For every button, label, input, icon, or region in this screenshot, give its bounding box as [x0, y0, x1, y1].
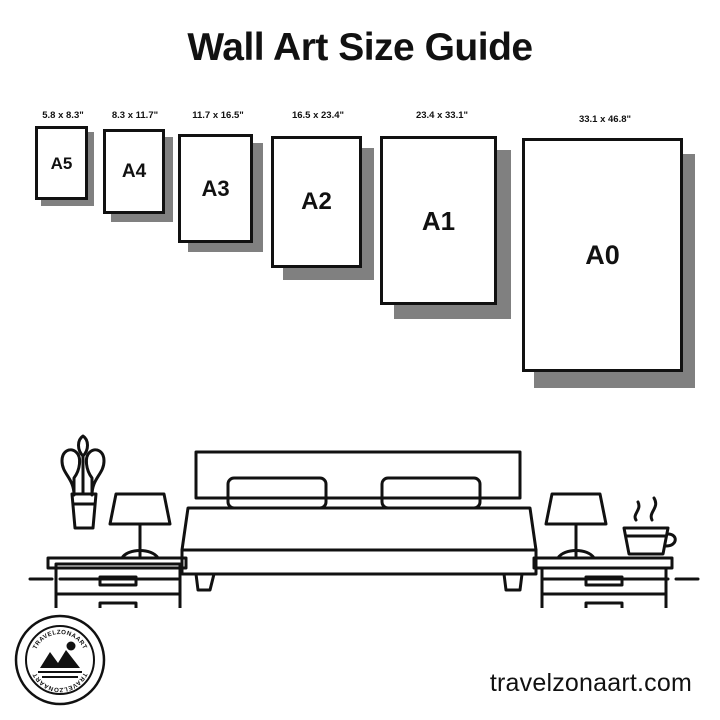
bed-mattress [182, 508, 536, 550]
bed-base [182, 550, 536, 574]
bedroom-scene [0, 378, 720, 608]
frame-box-a4[interactable] [103, 129, 165, 214]
frame-name-a2: A2 [301, 188, 332, 215]
frame-size-label-a2: 16.5 x 23.4" [291, 110, 345, 121]
logo-mountains [40, 650, 80, 668]
lamp-shade-right [546, 494, 606, 524]
frame-name-a5: A5 [50, 153, 73, 173]
vase-with-flowers [62, 436, 104, 528]
frame-name-a4: A4 [121, 161, 147, 182]
frame-size-label-a3: 11.7 x 16.5" [192, 110, 244, 121]
brand-logo[interactable] [14, 614, 106, 706]
frame-group-a5 [32, 110, 94, 210]
frame-box-a1[interactable] [380, 136, 497, 305]
right-nightstand-handle-top [586, 577, 622, 585]
bed [182, 452, 536, 590]
logo-text-bottom: TRAVELZONAART [31, 671, 89, 694]
page-title: Wall Art Size Guide [187, 26, 533, 69]
frame-name-a0: A0 [585, 239, 620, 270]
pillow-left [228, 478, 326, 508]
frame-box-a2[interactable] [271, 136, 362, 268]
cup-body [624, 528, 668, 554]
bed-headboard [196, 452, 520, 498]
flower-center-bud [79, 436, 88, 456]
frame-group-a4 [96, 110, 174, 230]
right-nightstand [534, 558, 672, 608]
frame-name-a3: A3 [201, 175, 230, 201]
pillow-right [382, 478, 480, 508]
logo-text-top: TRAVELZONAART [31, 628, 89, 651]
frame-box-a3[interactable] [178, 134, 253, 243]
bed-leg-left [196, 574, 214, 590]
logo-moon [67, 642, 76, 651]
left-nightstand [48, 558, 186, 608]
lamp-shade-left [110, 494, 170, 524]
frame-size-row [0, 110, 720, 400]
left-nightstand-handle-top [100, 577, 136, 585]
vase-body [72, 494, 96, 528]
frame-name-a1: A1 [421, 205, 456, 236]
frame-size-label-a1: 23.4 x 33.1" [415, 110, 469, 121]
steam-right [651, 498, 656, 520]
frame-group-a0 [512, 110, 698, 395]
frame-box-a5[interactable] [35, 126, 88, 200]
steam-left [635, 502, 639, 520]
right-table-lamp [546, 494, 606, 558]
coffee-cup [624, 498, 675, 554]
frame-group-a1 [372, 110, 512, 320]
frame-group-a2 [262, 110, 374, 290]
frame-size-label-a0: 33.1 x 46.8" [578, 114, 632, 125]
flower-right-petal [86, 450, 104, 495]
flower-left-petal [62, 450, 80, 495]
frame-box-a0[interactable] [522, 138, 683, 372]
frame-group-a3 [170, 110, 266, 260]
frame-size-label-a4: 8.3 x 11.7" [111, 110, 159, 121]
right-nightstand-handle-bottom [586, 603, 622, 608]
website-url[interactable]: travelzonaart.com [489, 669, 692, 697]
left-table-lamp [110, 494, 170, 558]
frame-size-label-a5: 5.8 x 8.3" [42, 110, 84, 121]
logo-mountain-icon [38, 642, 82, 678]
bed-leg-right [504, 574, 522, 590]
left-nightstand-handle-bottom [100, 603, 136, 608]
